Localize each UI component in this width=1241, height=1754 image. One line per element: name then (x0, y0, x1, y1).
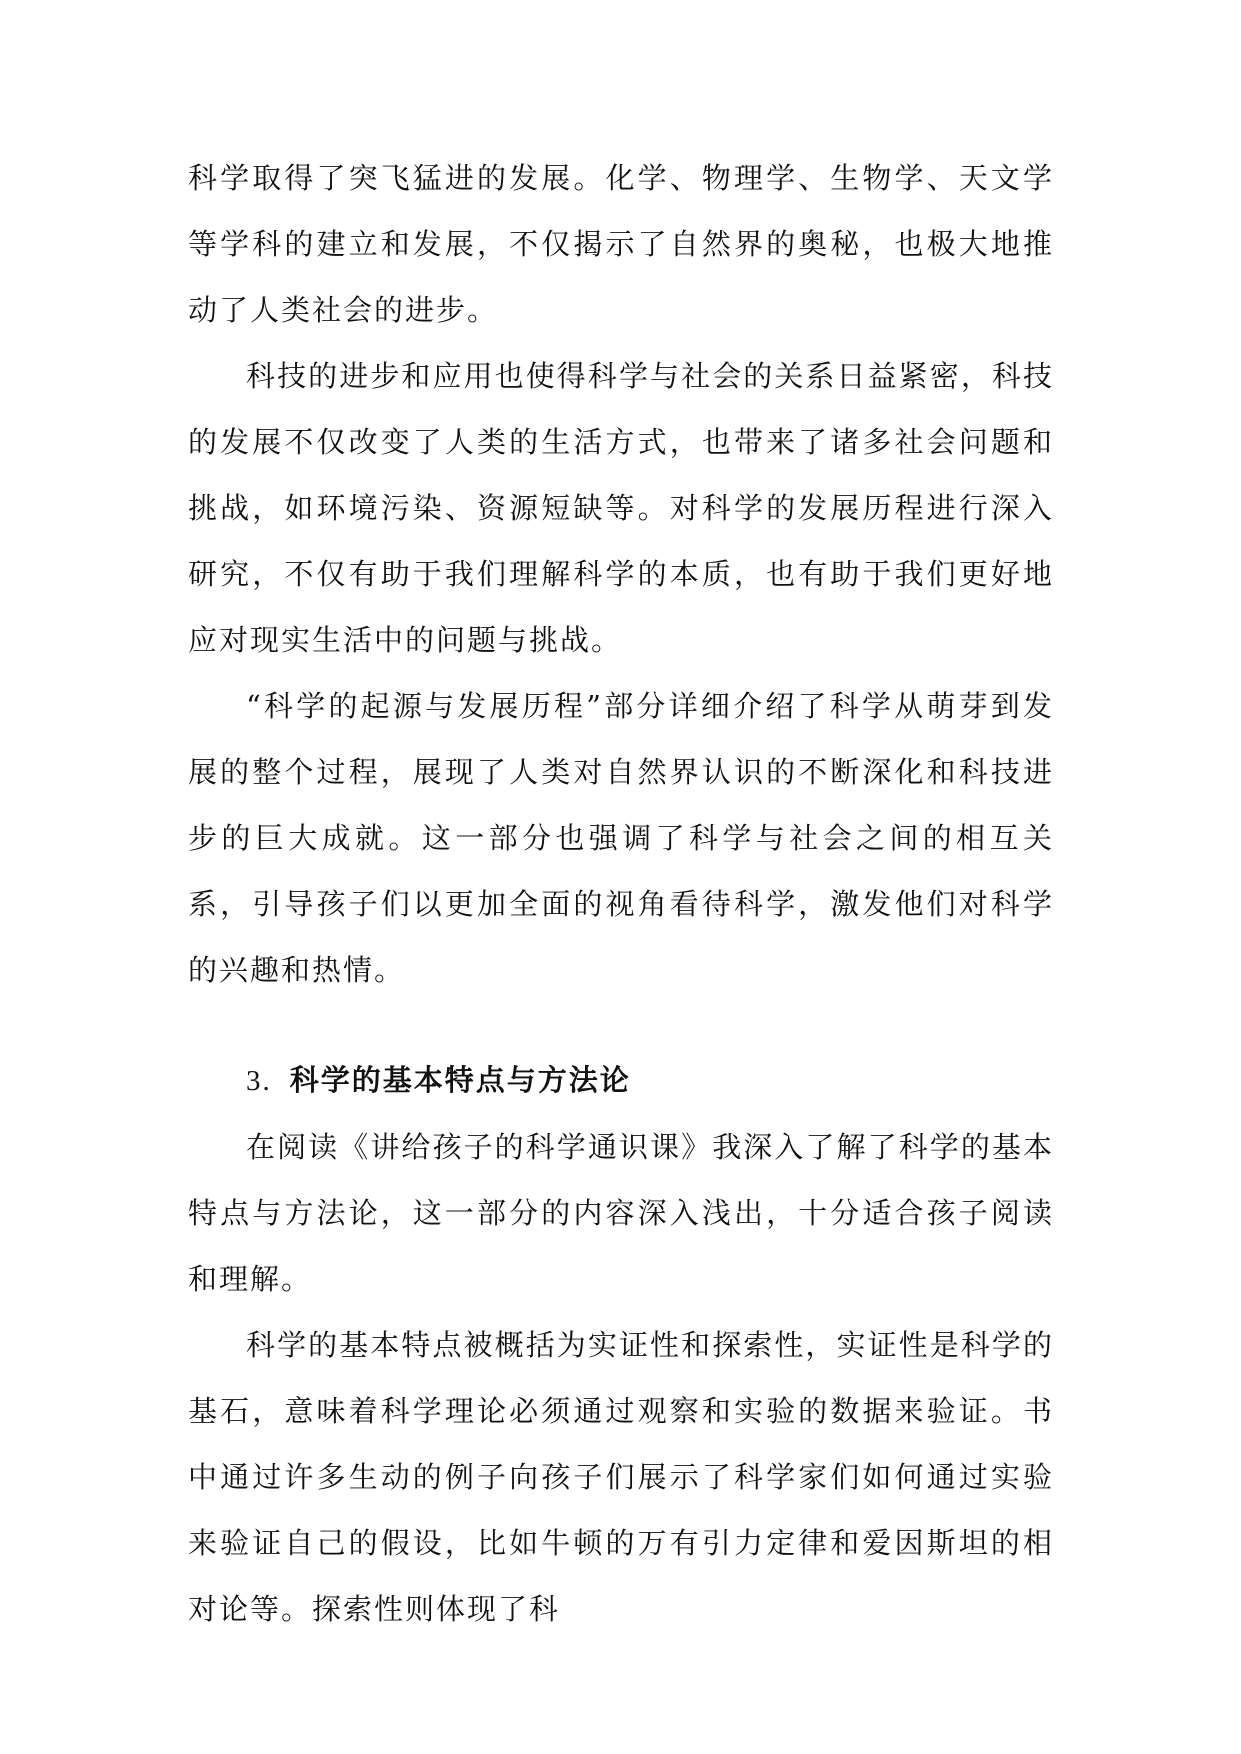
body-paragraph: 科技的进步和应用也使得科学与社会的关系日益紧密，科技的发展不仅改变了人类的生活方式，也带来了诸多社会问题和挑战，如环境污染、资源短缺等。对科学的发展历程进行深入研究，不仅有助于我们理解科学的本质，也有助于我们更好地应对现实生活中的问题与挑战。 (188, 359, 1054, 657)
body-paragraph: 科学的基本特点被概括为实证性和探索性，实证性是科学的基石，意味着科学理论必须通过观察和实验的数据来验证。书中通过许多生动的例子向孩子们展示了科学家们如何通过实验来验证自己的假设，比如牛顿的万有引力定律和爱因斯坦的相对论等。探索性则体现了科 (188, 1328, 1054, 1626)
document-body (188, 145, 1054, 1642)
body-paragraph: 在阅读《讲给孩子的科学通识课》我深入了解了科学的基本特点与方法论，这一部分的内容深入浅出，十分适合孩子阅读和理解。 (188, 1130, 1054, 1296)
body-paragraph: 科学取得了突飞猛进的发展。化学、物理学、生物学、天文学等学科的建立和发展，不仅揭示了自然界的奥秘，也极大地推动了人类社会的进步。 (188, 161, 1054, 327)
section-number: 3. (246, 1065, 272, 1097)
body-paragraph: “科学的起源与发展历程”部分详细介绍了科学从萌芽到发展的整个过程，展现了人类对自然界认识的不断深化和科技进步的巨大成就。这一部分也强调了科学与社会之间的相互关系，引导孩子们以更加全面的视角看待科学，激发他们对科学的兴趣和热情。 (188, 689, 1054, 987)
section-heading (188, 1047, 1054, 1114)
section-title: 科学的基本特点与方法论 (289, 1063, 631, 1097)
